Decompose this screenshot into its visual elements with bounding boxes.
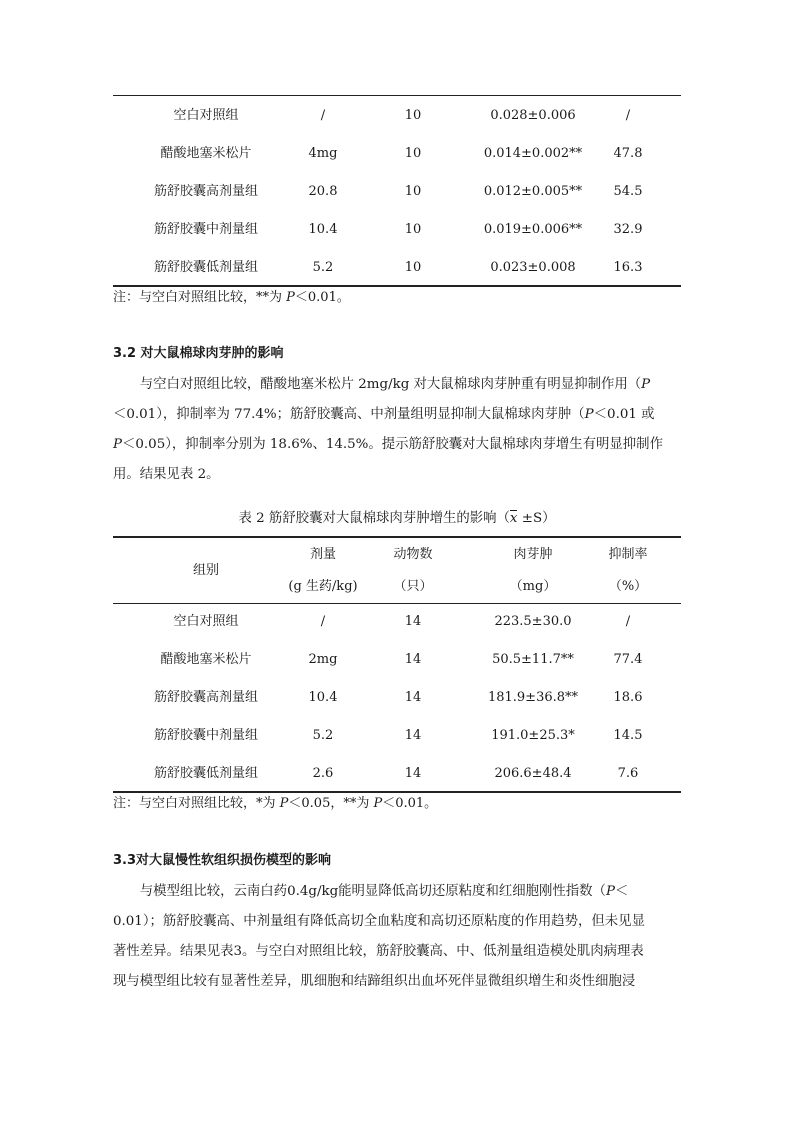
cell-value: 0.019±0.006** (483, 222, 583, 237)
paragraph-line: ＜0.01），抑制率为 77.4%；筋舒胶囊高、中剂量组明显抑制大鼠棉球肉芽肿（P＜0.01 或 (113, 407, 655, 422)
cell-value: 0.012±0.005** (483, 184, 583, 199)
cell-value: 0.014±0.002** (483, 146, 583, 161)
table-row (113, 650, 681, 670)
cell-inhibition: 7.6 (617, 766, 639, 781)
cell-group: 醋酸地塞米松片 (160, 652, 252, 667)
cell-inhibition: 54.5 (613, 184, 643, 199)
paragraph-line: 0.01）；筋舒胶囊高、中剂量组有降低高切全血粘度和高切还原粘度的作用趋势，但未见显 (113, 914, 645, 929)
table-row (113, 144, 681, 164)
paragraph-line: P＜0.05），抑制率分别为 18.6%、14.5%。提示筋舒胶囊对大鼠棉球肉芽增生有明显抑制作 (113, 437, 663, 452)
section-heading-3-3: 3.3对大鼠慢性软组织损伤模型的影响 (113, 853, 332, 868)
cell-animals: 10 (404, 260, 422, 275)
cell-inhibition: / (625, 108, 631, 123)
header-dose-unit: (g 生药/kg) (288, 579, 358, 594)
cell-dose: / (320, 614, 326, 629)
table2-caption: 表 2 筋舒胶囊对大鼠棉球肉芽肿增生的影响（x ±S） (113, 509, 681, 529)
header-animals-unit: （只） (393, 579, 433, 594)
cell-value: 206.6±48.4 (494, 766, 572, 781)
cell-inhibition: 14.5 (613, 728, 643, 743)
paragraph-line: 与模型组比较，云南白药0.4g/kg能明显降低高切还原粘度和红细胞刚性指数（P＜ (113, 884, 629, 899)
table-row (113, 726, 681, 746)
cell-animals: 10 (404, 184, 422, 199)
cell-group: 醋酸地塞米松片 (160, 146, 252, 161)
cell-value: 0.028±0.006 (490, 108, 576, 123)
cell-dose: 5.2 (312, 728, 334, 743)
cell-animals: 14 (404, 766, 422, 781)
table-row (113, 764, 681, 784)
paragraph-line: 现与模型组比较有显著性差异，肌细胞和结蹄组织出血坏死伴显微组织增生和炎性细胞浸 (113, 974, 636, 989)
table-row (113, 182, 681, 202)
cell-animals: 10 (404, 108, 422, 123)
cell-animals: 10 (404, 146, 422, 161)
table-row (113, 258, 681, 278)
cell-value: 181.9±36.8** (487, 690, 579, 705)
section-heading-3-2: 3.2 对大鼠棉球肉芽肿的影响 (113, 346, 284, 361)
table1-top-rule (113, 95, 681, 96)
header-inhibition: 抑制率 (608, 547, 648, 562)
header-inhibition-unit: （%） (608, 579, 648, 594)
cell-inhibition: / (625, 614, 631, 629)
header-dose: 剂量 (309, 547, 336, 562)
cell-animals: 14 (404, 614, 422, 629)
cell-inhibition: 18.6 (613, 690, 643, 705)
cell-dose: 20.8 (308, 184, 338, 199)
cell-dose: 2.6 (312, 766, 334, 781)
cell-group: 筋舒胶囊高剂量组 (153, 690, 258, 705)
table-row (113, 612, 681, 632)
header-granuloma-unit: （mg） (509, 579, 557, 594)
table-row (113, 106, 681, 126)
paragraph-line: 用。结果见表 2。 (113, 467, 220, 482)
cell-value: 223.5±30.0 (494, 614, 572, 629)
cell-animals: 14 (404, 652, 422, 667)
cell-inhibition: 16.3 (613, 260, 643, 275)
cell-dose: 10.4 (308, 222, 338, 237)
table2-top-rule (113, 536, 681, 538)
paragraph-line: 与空白对照组比较，醋酸地塞米松片 2mg/kg 对大鼠棉球肉芽肿重有明显抑制作用（P (113, 377, 651, 392)
cell-animals: 10 (404, 222, 422, 237)
cell-animals: 14 (404, 690, 422, 705)
cell-dose: 2mg (308, 652, 338, 667)
cell-value: 191.0±25.3* (491, 728, 575, 743)
cell-inhibition: 77.4 (613, 652, 643, 667)
cell-value: 50.5±11.7** (492, 652, 574, 667)
cell-inhibition: 47.8 (613, 146, 643, 161)
header-animals: 动物数 (393, 547, 433, 562)
cell-animals: 14 (404, 728, 422, 743)
cell-value: 0.023±0.008 (490, 260, 576, 275)
table-row (113, 688, 681, 708)
header-group: 组别 (192, 563, 219, 578)
cell-group: 筋舒胶囊低剂量组 (153, 260, 258, 275)
cell-dose: 10.4 (308, 690, 338, 705)
cell-group: 筋舒胶囊中剂量组 (153, 728, 258, 743)
cell-dose: / (320, 108, 326, 123)
cell-group: 筋舒胶囊高剂量组 (153, 184, 258, 199)
header-granuloma: 肉芽肿 (513, 547, 553, 562)
table1-note: 注：与空白对照组比较，**为 P＜0.01。 (113, 290, 350, 305)
table2-note: 注：与空白对照组比较，*为 P＜0.05，**为 P＜0.01。 (113, 796, 438, 811)
table2-bottom-rule (113, 791, 681, 793)
section-3-3-paragraph (113, 877, 683, 997)
cell-inhibition: 32.9 (613, 222, 643, 237)
paragraph-line: 著性差异。结果见表3。与空白对照组比较，筋舒胶囊高、中、低剂量组造模处肌肉病理表 (113, 944, 644, 959)
cell-dose: 5.2 (312, 260, 334, 275)
cell-group: 筋舒胶囊低剂量组 (153, 766, 258, 781)
table2-header-rule (113, 603, 681, 604)
cell-group: 空白对照组 (173, 108, 239, 123)
table-row (113, 220, 681, 240)
cell-dose: 4mg (308, 146, 338, 161)
section-3-2-paragraph (113, 370, 683, 490)
table1-bottom-rule (113, 285, 681, 287)
cell-group: 空白对照组 (173, 614, 239, 629)
cell-group: 筋舒胶囊中剂量组 (153, 222, 258, 237)
